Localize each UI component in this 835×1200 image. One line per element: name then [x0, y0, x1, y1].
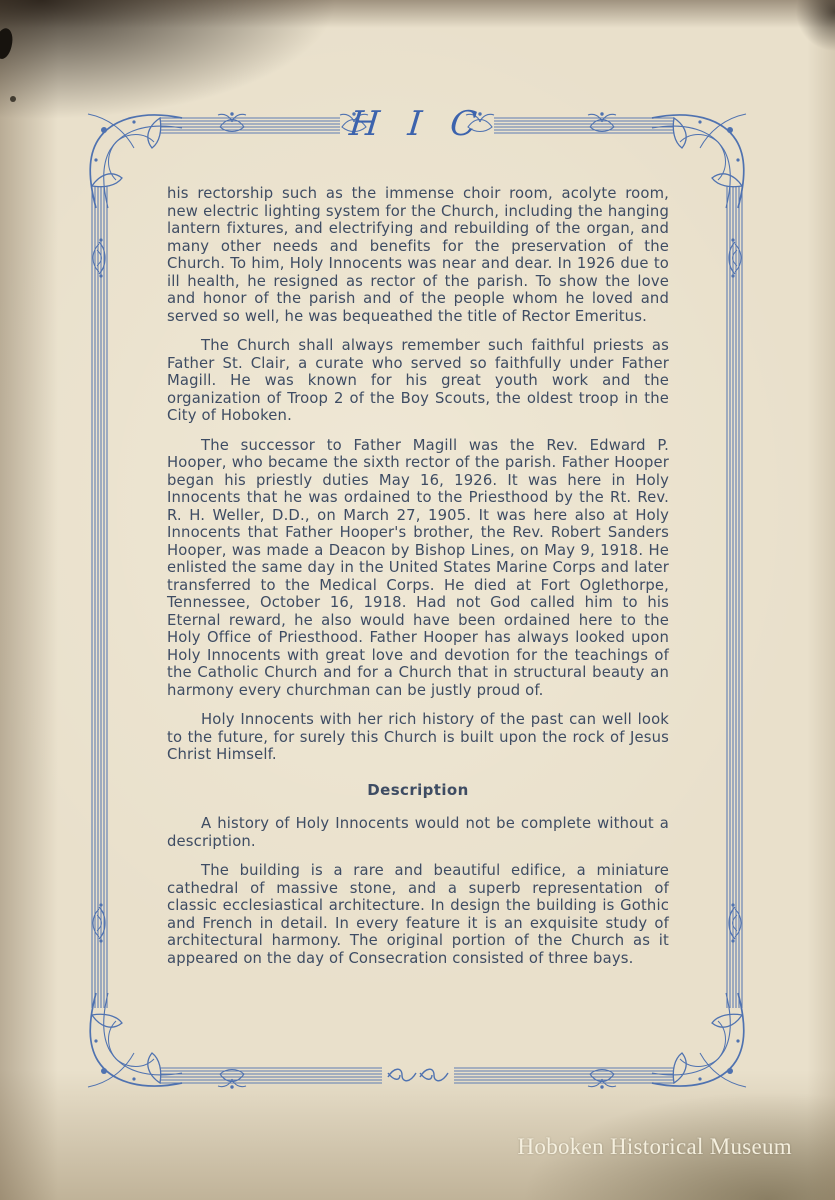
film-speck-small [10, 96, 16, 102]
paragraph-3: The successor to Father Magill was the Rev. Edward P. Hooper, who became the sixth rector of the parish. Father Hooper began his priestly duties May 16, 1926. It was here in Holy Innocents that he was ordained to the Priesthood by the Rt. Rev. R. H. Weller, D.D., on March 27, 1905. It was here also at Holy Innocents that Father Hooper's brother, the Rev. Robert Sanders Hooper, was made a Deacon by Bishop Lines, on May 9, 1918. He enlisted the same day in the United States Marine Corps and later transferred to the Medical Corps. He died at Fort Oglethorpe, Tennessee, October 16, 1918. Had not God called him to his Eternal reward, he also would have been ordained here to the Holy Office of Priesthood. Father Hooper has always looked upon Holy Innocents with great love and devotion for the teachings of the Catholic Church and for a Church that in structural beauty an harmony every churchman can be justly proud of. [167, 436, 669, 699]
paragraph-4: Holy Innocents with her rich history of the past can well look to the future, for surely this Church is built upon the rock of Jesus Christ Himself. [167, 711, 669, 763]
paragraph-6: The building is a rare and beautiful edifice, a miniature cathedral of massive stone, and a superb representation of classic ecclesiastical architecture. In design the building is Gothic and French in detail. In every feature it is an exquisite study of architectural harmony. The original portion of the Church as it appeared on the day of Consecration consisted of three bays. [167, 862, 669, 967]
section-heading-description: Description [367, 780, 469, 799]
paragraph-5: A history of Holy Innocents would not be complete without a description. [167, 815, 669, 850]
watermark: Hoboken Historical Museum [517, 1134, 792, 1159]
paragraph-2: The Church shall always remember such faithful priests as Father St. Clair, a curate who served so faithfully under Father Magill. He was known for his great youth work and the organization of Troop 2 of the Boy Scouts, the oldest troop in the City of Hoboken. [167, 337, 669, 424]
page-text [167, 185, 669, 979]
paragraph-1: his rectorship such as the immense choir room, acolyte room, new electric lighting system for the Church, including the hanging lantern fixtures, and electrifying and rebuilding of the organ, and many other needs and benefits for the preservation of the Church. To him, Holy Innocents was near and dear. In 1926 due to ill health, he resigned as rector of the parish. To show the love and honor of the parish and of the people whom he loved and served so well, he was bequeathed the title of Rector Emeritus. [167, 185, 669, 325]
film-speck [0, 26, 15, 60]
monogram-hic: H I C [347, 104, 488, 144]
